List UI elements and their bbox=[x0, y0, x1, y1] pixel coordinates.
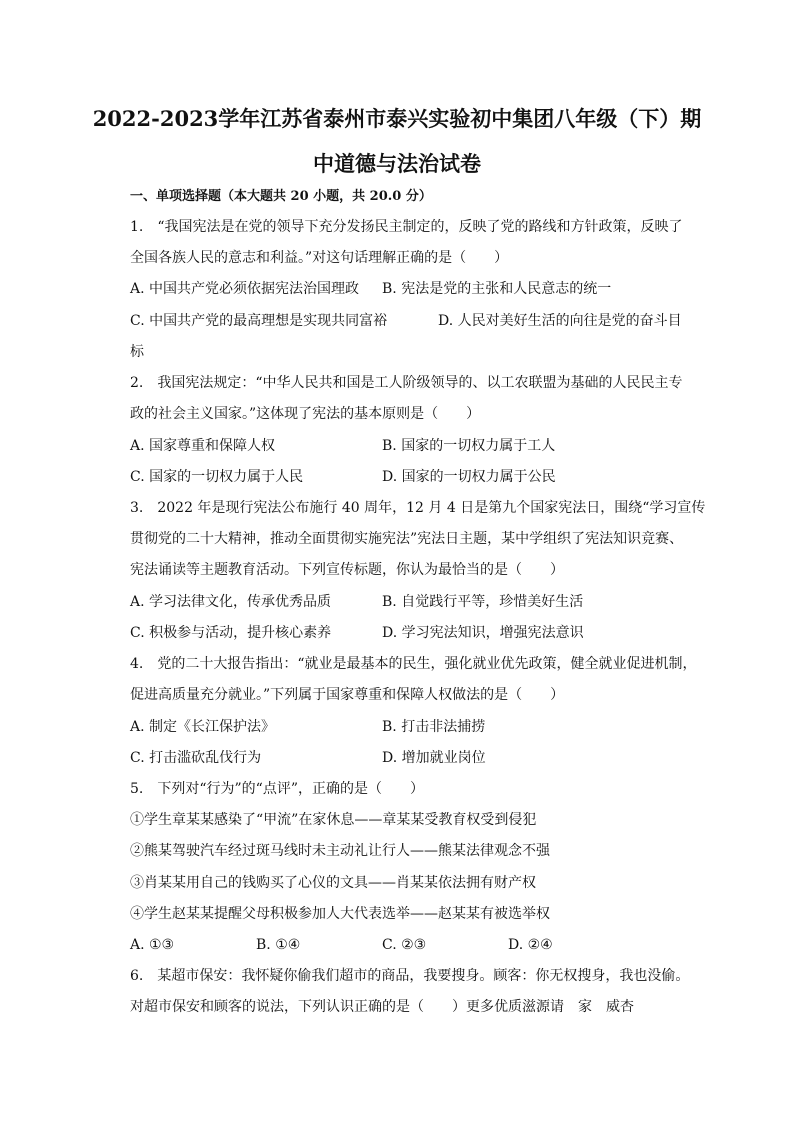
q5-statement-3: ③肖某某用自己的钱购买了心仪的文具——肖某某依法拥有财产权 bbox=[130, 875, 536, 891]
q2-option-c: C. 国家的一切权力属于人民 bbox=[130, 469, 304, 485]
q3-option-b: B. 自觉践行平等，珍惜美好生活 bbox=[382, 594, 584, 610]
q1-stem-line2: 全国各族人民的意志和利益。”对这句话理解正确的是（ ） bbox=[130, 250, 509, 266]
q6-stem-line2: 对超市保安和顾客的说法，下列认识正确的是（ ）更多优质滋源请 家 威杏 bbox=[130, 999, 634, 1015]
q1-option-c: C. 中国共产党的最高理想是实现共同富裕 bbox=[130, 313, 388, 329]
q2-option-b: B. 国家的一切权力属于工人 bbox=[382, 438, 556, 454]
q3-stem-line1: 3. 2022 年是现行宪法公布施行 40 周年，12 月 4 日是第九个国家宪法日，围绕“学习宣传 bbox=[130, 500, 706, 516]
q2-option-a: A. 国家尊重和保障人权 bbox=[130, 438, 276, 454]
q5-option-c: C. ②③ bbox=[382, 937, 427, 953]
q6-stem-line1: 6. 某超市保安：我怀疑你偷我们超市的商品，我要搜身。顾客：你无权搜身，我也没偷。 bbox=[130, 968, 690, 984]
q1-option-a: A. 中国共产党必须依据宪法治国理政 bbox=[130, 281, 360, 297]
q4-stem-line1: 4. 党的二十大报告指出：“就业是最基本的民生，强化就业优先政策，健全就业促进机制， bbox=[130, 656, 697, 672]
q5-statement-1: ①学生章某某感染了“甲流”在家休息——章某某受教育权受到侵犯 bbox=[130, 812, 537, 828]
exam-title-line2: 中道德与法治试卷 bbox=[313, 151, 481, 176]
q5-statement-4: ④学生赵某某提醒父母积极参加人大代表选举——赵某某有被选举权 bbox=[130, 906, 550, 922]
q5-option-d: D. ②④ bbox=[508, 937, 553, 953]
q4-option-b: B. 打击非法捕捞 bbox=[382, 719, 486, 735]
q2-stem-line2: 政的社会主义国家。”这体现了宪法的基本原则是（ ） bbox=[130, 406, 481, 422]
q5-option-b: B. ①④ bbox=[256, 937, 301, 953]
q2-option-d: D. 国家的一切权力属于公民 bbox=[382, 469, 556, 485]
q4-option-c: C. 打击滥砍乱伐行为 bbox=[130, 750, 262, 766]
q1-option-d: D. 人民对美好生活的向往是党的奋斗目 bbox=[438, 313, 682, 329]
q5-option-a: A. ①③ bbox=[130, 937, 175, 953]
q3-stem-line3: 宪法诵读等主题教育活动。下列宣传标题，你认为最恰当的是（ ） bbox=[130, 562, 564, 578]
q1-option-d-continued: 标 bbox=[130, 344, 144, 360]
q4-option-a: A. 制定《长江保护法》 bbox=[130, 719, 276, 735]
q3-option-d: D. 学习宪法知识，增强宪法意识 bbox=[382, 625, 584, 641]
exam-title-line1: 2022-2023学年江苏省泰州市泰兴实验初中集团八年级（下）期 bbox=[92, 106, 702, 131]
q1-stem-line1: 1. “我国宪法是在党的领导下充分发扬民主制定的，反映了党的路线和方针政策，反映了 bbox=[130, 219, 683, 235]
q3-stem-line2: 贯彻党的二十大精神，推动全面贯彻实施宪法”宪法日主题，某中学组织了宪法知识竞赛、 bbox=[130, 531, 684, 547]
section-heading: 一、单项选择题（本大题共 20 小题，共 20.0 分） bbox=[130, 189, 432, 204]
q4-option-d: D. 增加就业岗位 bbox=[382, 750, 486, 766]
q1-option-b: B. 宪法是党的主张和人民意志的统一 bbox=[382, 281, 612, 297]
q3-option-c: C. 积极参与活动，提升核心素养 bbox=[130, 625, 332, 641]
q4-stem-line2: 促进高质量充分就业。”下列属于国家尊重和保障人权做法的是（ ） bbox=[130, 687, 565, 703]
q5-stem-line1: 5. 下列对“行为”的“点评”，正确的是（ ） bbox=[130, 781, 424, 797]
q2-stem-line1: 2. 我国宪法规定：“中华人民共和国是工人阶级领导的、以工农联盟为基础的人民民主专 bbox=[130, 375, 683, 391]
q5-statement-2: ②熊某驾驶汽车经过斑马线时未主动礼让行人——熊某法律观念不强 bbox=[130, 843, 550, 859]
q3-option-a: A. 学习法律文化，传承优秀品质 bbox=[130, 594, 332, 610]
